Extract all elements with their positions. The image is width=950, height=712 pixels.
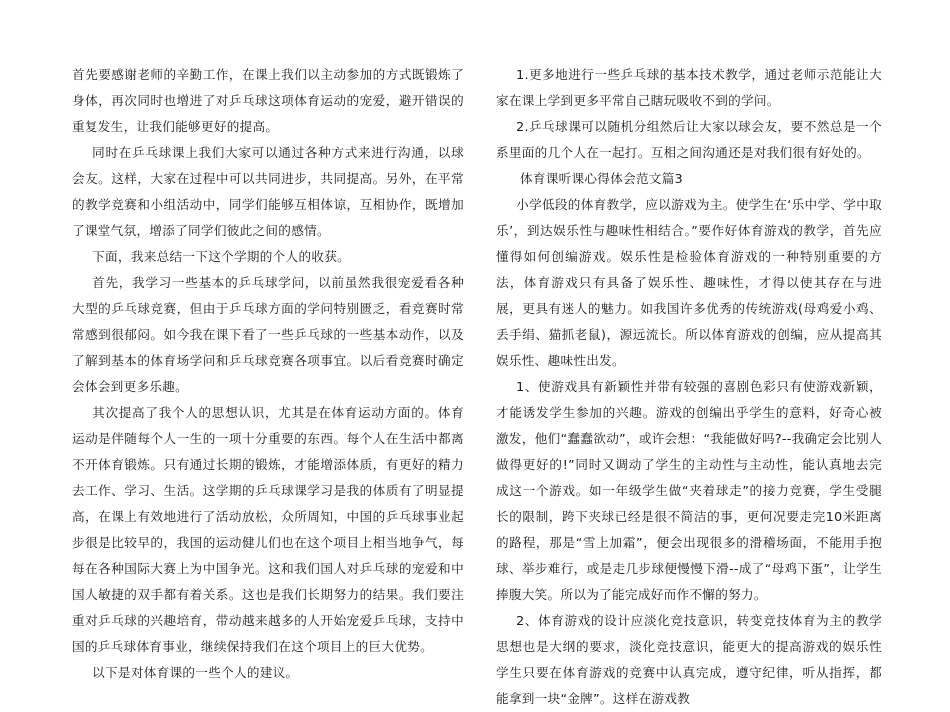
paragraph: 1、使游戏具有新颖性并带有较强的喜剧色彩只有使游戏新颖，才能诱发学生参加的兴趣。游戏的创编出乎学生的意料，好奇心被激发，他们“蠢蠢欲动”，或许会想：“我能做好吗?--我确定会比别人做得更好的!”同时又调动了学生的主动性与主动性，能认真地去完成这一个游戏。如一年级学生做“夹着球走”的接力竞赛，学生受腿长的限制，跨下夹球已经是很不简洁的事，更何况要走完10米距离的路程，那是“雪上加霜”，便会出现很多的滑稽场面，不能用手抱球、举步难行，或是走几步球便慢慢下滑--成了“母鸡下蛋”，让学生捧腹大笑。所以为了能完成好而作不懈的努力。 xyxy=(496,379,882,602)
paragraph: 其次提高了我个人的思想认识，尤其是在体育运动方面的。体育运动是伴随每个人一生的一项十分重要的东西。每个人在生活中都离不开体育锻炼。只有通过长期的锻炼，才能增添体质，有更好的精力去工作、学习、生活。这学期的乒乓球课学习是我的体质有了明显提高，在课上有效地进行了活动放松，众所周知，中国的乒乓球事业起步很是比较早的，我国的运动健儿们也在这个项目上相当地争气，每每在各种国际大赛上为中国争光。这和我们国人对乒乓球的宠爱和中国人敏捷的双手都有着关系。这也是我们长期努力的结果。我们要注重对乒乓球的兴趣培育，带动越来越多的人开始宠爱乒乓球，支持中国的乒乓球体育事业，继续保持我们在这个项目上的巨大优势。 xyxy=(72,405,464,654)
paragraph: 2.乒乓球课可以随机分组然后让大家以球会友，要不然总是一个系里面的几个人在一起打。互相之间沟通还是对我们很有好处的。 xyxy=(496,119,882,160)
section-heading: 体育课听课心得体会范文篇3 xyxy=(519,171,683,186)
paragraph: 同时在乒乓球课上我们大家可以通过各种方式来进行沟通，以球会友。这样，大家在过程中可以共同进步，共同提高。另外，在平常的教学竞赛和小组活动中，同学们能够互相体谅，互相协作，既增加了课堂气氛，增添了同学们彼此之间的感情。 xyxy=(72,145,464,238)
paragraph: 2、体育游戏的设计应淡化竞技意识，转变竞技体育为主的教学思想也是大纲的要求，淡化竞技意识，能更大的提高游戏的娱乐性学生只要在体育游戏的竞赛中认真完成，遵守纪律，听从指挥，都能拿到一块“金牌”。这样在游戏教 xyxy=(496,613,882,706)
paragraph: 以下是对体育课的一些个人的建议。 xyxy=(92,665,299,680)
paragraph: 1.更多地进行一些乒乓球的基本技术教学，通过老师示范能让大家在课上学到更多平常自己瞎玩吸收不到的学问。 xyxy=(496,67,882,108)
right-column xyxy=(496,62,882,712)
paragraph: 首先要感谢老师的辛勤工作，在课上我们以主动参加的方式既锻炼了身体，再次同时也增进了对乒乓球这项体育运动的宠爱，避开错误的重复发生，让我们能够更好的提高。 xyxy=(72,67,464,134)
paragraph: 下面，我来总结一下这个学期的个人的收获。 xyxy=(92,249,351,264)
paragraph: 首先，我学习一些基本的乒乓球学问，以前虽然我很宠爱看各种大型的乒乓球竞赛，但由于乒乓球方面的学问特别匮乏，看竞赛时常常感到很郁闷。如今我在课下看了一些乒乓球的一些基本动作，以及了解到基本的体育场学问和乒乓球竞赛各项事宜。以后看竞赛时确定会体会到更多乐趣。 xyxy=(72,275,464,394)
left-column xyxy=(72,62,464,686)
paragraph: 小学低段的体育教学，应以游戏为主。使学生在‘乐中学、学中取乐’，到达娱乐性与趣味性相结合。”要作好体育游戏的教学，首先应懂得如何创编游戏。娱乐性是检验体育游戏的一种特别重要的方法，体育游戏只有具备了娱乐性、趣味性，才得以使其存在与进展，更具有迷人的魅力。如我国许多优秀的传统游戏(母鸡爱小鸡、丢手绢、猫抓老鼠)，源远流长。所以体育游戏的创编，应从提高其娱乐性、趣味性出发。 xyxy=(496,197,882,368)
